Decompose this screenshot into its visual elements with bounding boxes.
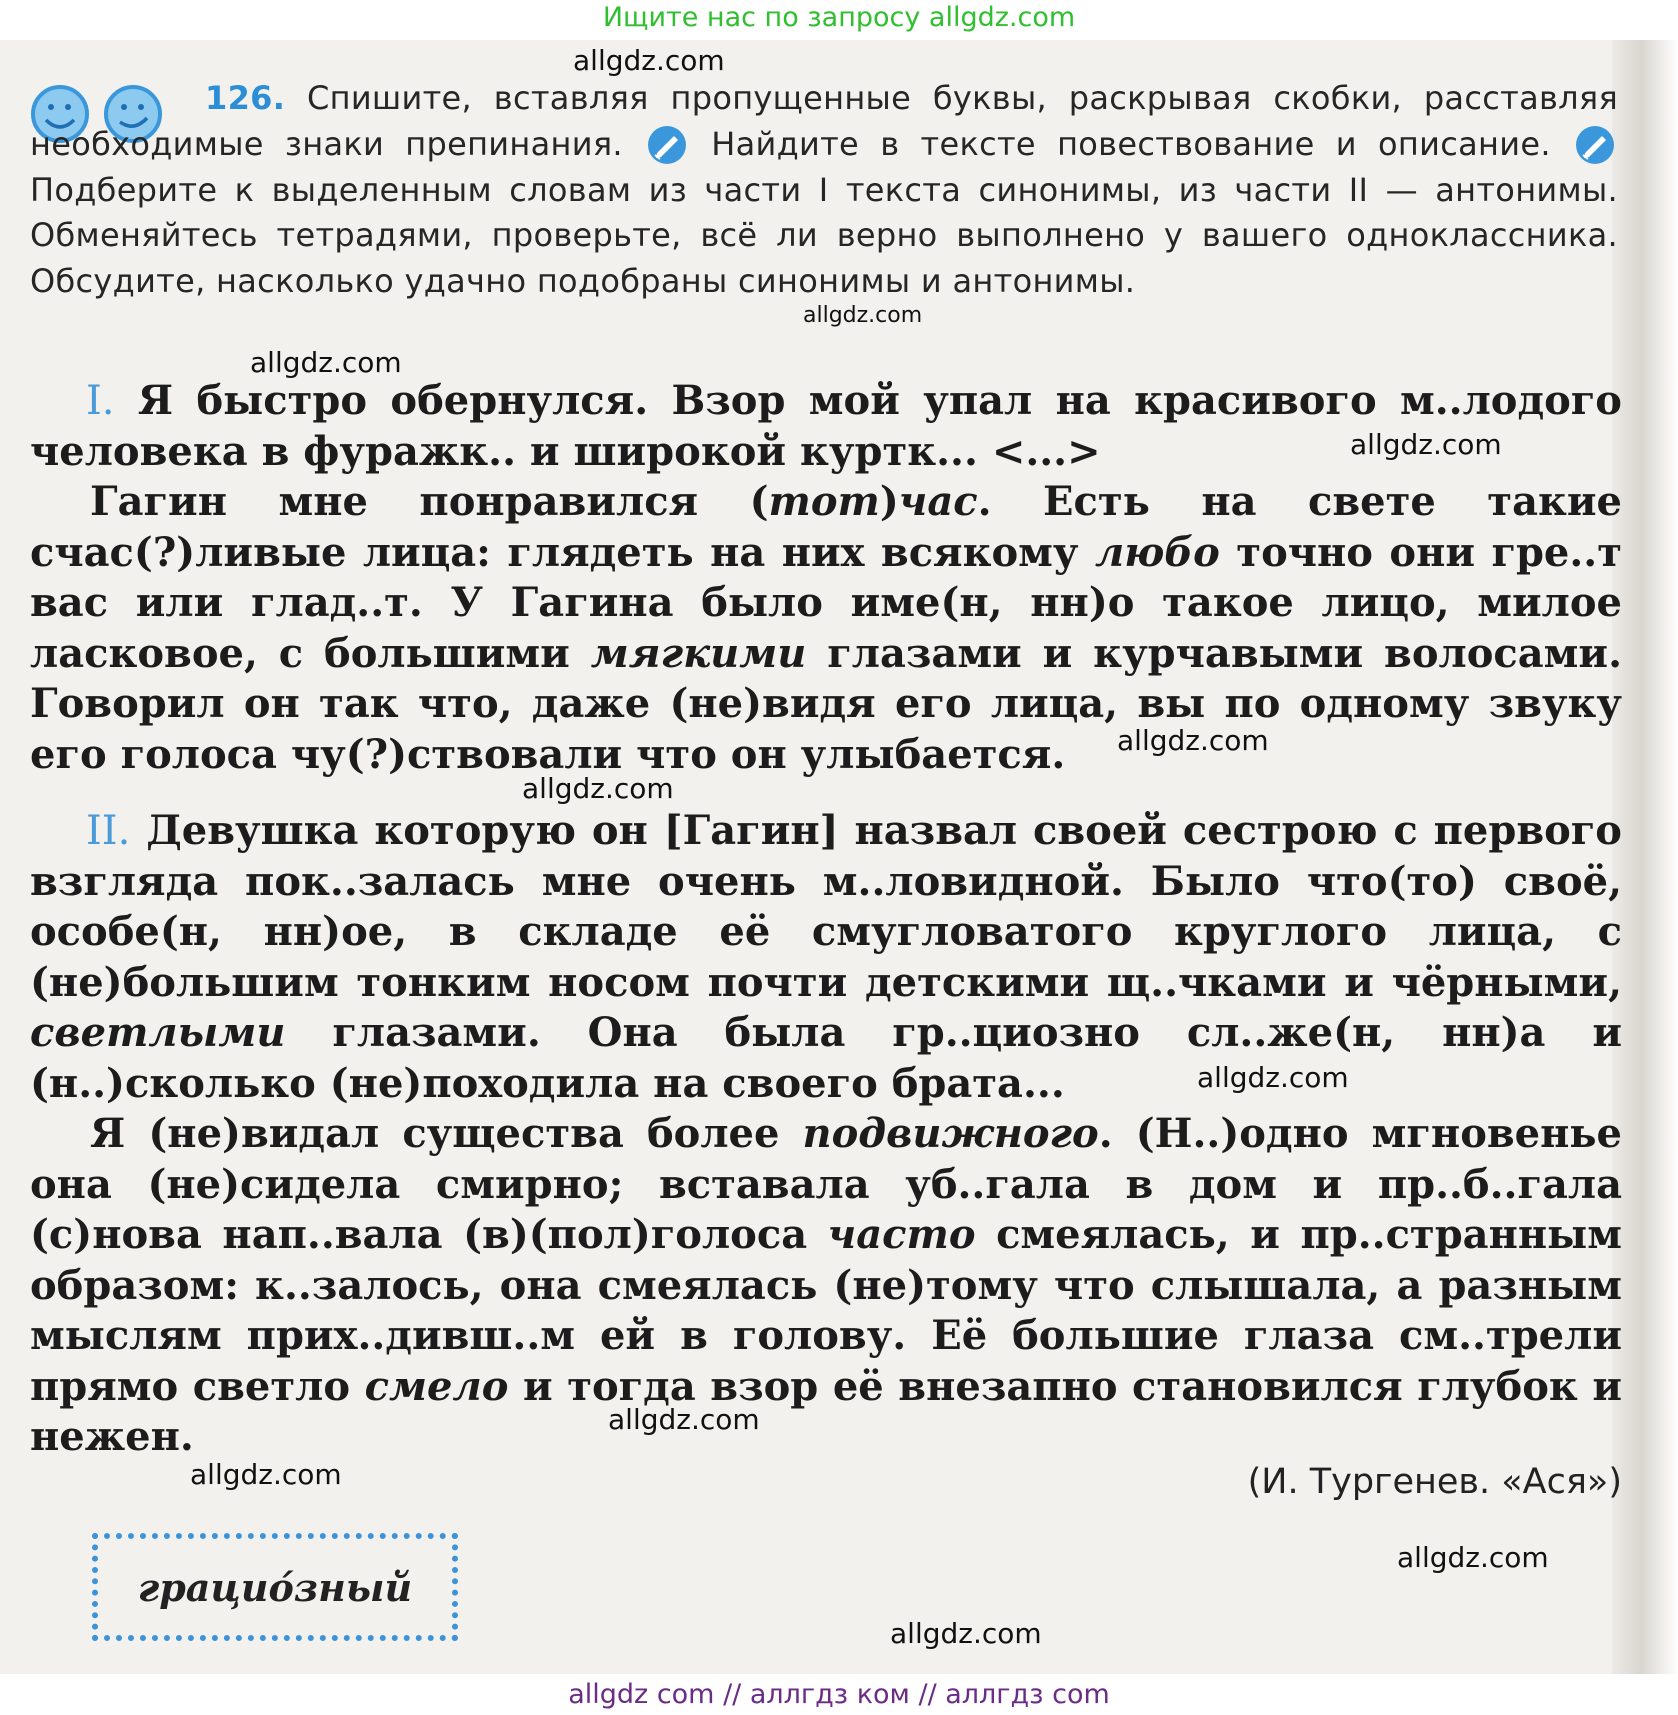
watermark[interactable]: allgdz.com (1397, 1541, 1549, 1574)
highlight-svetlymi: светлыми (30, 1009, 286, 1056)
watermark[interactable]: allgdz.com (1117, 724, 1269, 757)
highlight-chasto: часто (827, 1211, 976, 1258)
highlight-podvizhnogo: подвижного (802, 1110, 1099, 1157)
bottom-banner[interactable]: allgdz com // аллгдз ком // аллгдз com (0, 1674, 1678, 1715)
watermark[interactable]: allgdz.com (608, 1403, 760, 1436)
task-text-2: Найдите в тексте повествование и описание. (711, 124, 1551, 163)
pencil-icon-2 (1572, 125, 1618, 165)
part2-numeral: II. (86, 808, 131, 854)
task-text-1: Спишите, вставляя пропущенные буквы, раскрывая скобки, расставляя необходимые знаки препинания. (30, 79, 1618, 163)
task-instructions (30, 76, 1618, 305)
part1-paragraph-1: I. Я быстро обернулся. Взор мой упал на красивого м..лодого человека в фуражк.. и широкой куртк... <...> (30, 377, 1622, 475)
part1-numeral: I. (86, 378, 115, 424)
highlight-lyubo: любо (1094, 528, 1220, 576)
top-banner[interactable]: Ищите нас по запросу allgdz.com (602, 2, 1076, 33)
watermark[interactable]: allgdz.com (522, 772, 674, 805)
watermark[interactable]: allgdz.com (250, 346, 402, 379)
vocabulary-box (92, 1533, 458, 1641)
text-part-2 (30, 806, 1622, 1463)
part1-paragraph-2: Гагин мне понравился (тот)час. Есть на свете такие счас(?)ливые лица: глядеть на них всякому любо точно они гре..т вас или глад..т. У Гагина было име(н, нн)о такое лицо, милое ласковое, с большими мягкими глазами и курчавыми волосами. Говорил он так что, даже (не)видя его лица, вы по одному звуку его голоса чу(?)ствовали что он улыбается. (30, 478, 1623, 778)
vocabulary-word: грацио́зный (137, 1564, 413, 1610)
watermark[interactable]: allgdz.com (803, 303, 923, 328)
author-citation: (И. Тургенев. «Ася») (1247, 1462, 1622, 1502)
part2-paragraph-1: II. Девушка которую он [Гагин] назвал своей сестрою с первого взгляда пок..залась мне очень м..ловидной. Было что(то) своё, особе(н, нн)ое, в складе её смугловатого круглого лица, с (не)большим тонким носом почти детскими щ..чками и чёрными, светлыми глазами. Она была гр..циозно сл..же(н, нн)а и (н..)сколько (не)походила на своего брата... (30, 807, 1622, 1107)
pencil-icon (644, 125, 690, 165)
watermark[interactable]: allgdz.com (573, 44, 725, 77)
watermark[interactable]: allgdz.com (1350, 428, 1502, 461)
task-text-3: Подберите к выделенным словам из части I текста синонимы, из части II — антонимы. Обменяйтесь тетрадями, проверьте, всё ли верно выполнено у вашего одноклассника. Обсудите, насколько удачно подобраны синонимы и антонимы. (30, 170, 1618, 301)
task-number: 126. (205, 79, 286, 117)
watermark[interactable]: allgdz.com (190, 1458, 342, 1491)
part2-paragraph-2: Я (не)видал существа более подвижного. (Н..)одно мгновенье она (не)сидела смирно; вставала уб..гала в дом и пр..б..гала (с)нова нап..вала (в)(пол)голоса часто смеялась, и пр..странным образом: к..залось, она смеялась (не)тому что слышала, а разным мыслям прих..дивш..м ей в голову. Её большие глаза см..трели прямо светло смело и тогда взор её внезапно становился глубок и нежен. (30, 1110, 1622, 1460)
highlight-smelo: смело (364, 1362, 509, 1410)
watermark[interactable]: allgdz.com (1197, 1061, 1349, 1094)
highlight-myagkimi: мягкими (590, 629, 807, 677)
watermark[interactable]: allgdz.com (890, 1617, 1042, 1650)
